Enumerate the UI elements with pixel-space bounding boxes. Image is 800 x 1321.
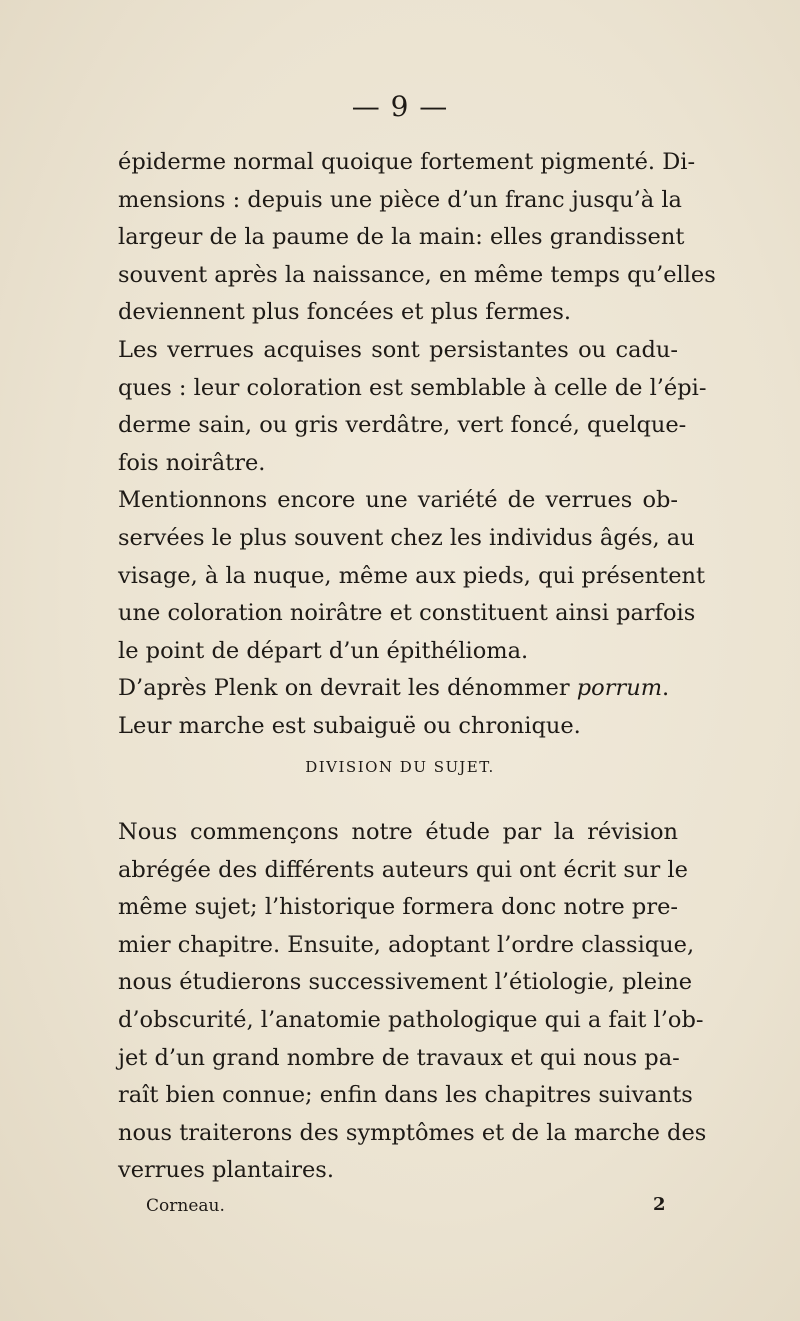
text-line: servées le plus souvent chez les individus âgés, au: [118, 524, 695, 551]
text-line: souvent après la naissance, en même temps qu’elles: [118, 261, 716, 288]
text-line: abrégée des différents auteurs qui ont écrit sur le: [118, 856, 688, 883]
text-line: largeur de la paume de la main: elles grandissent: [118, 224, 685, 251]
text-line: jet d’un grand nombre de travaux et qui nous pa-: [118, 1044, 680, 1071]
text-line: Leur marche est subaiguë ou chronique.: [118, 712, 581, 739]
text-line: mensions : depuis une pièce d’un franc jusqu’à la: [118, 186, 682, 213]
text-line: fois noirâtre.: [118, 449, 266, 476]
italic-term: porrum: [576, 675, 663, 702]
signature-mark: Corneau.: [146, 1196, 225, 1216]
page-number: — 9 —: [351, 90, 449, 123]
text-line: derme sain, ou gris verdâtre, vert foncé, quelque-: [118, 412, 687, 439]
text-line: nous traiterons des symptômes et de la marche des: [118, 1119, 707, 1146]
text-line: épiderme normal quoique fortement pigmenté. Di-: [118, 149, 696, 175]
body-text-top: [118, 144, 716, 746]
text-line: Nous commençons notre étude par la révision: [118, 819, 678, 845]
text-line: Mentionnons encore une variété de verrues ob-: [118, 487, 678, 514]
text-line: [118, 670, 678, 708]
section-heading: DIVISION DU SUJET.: [305, 758, 495, 776]
text-line: nous étudierons successivement l’étiologie, pleine: [118, 969, 693, 996]
text-line: deviennent plus foncées et plus fermes.: [118, 299, 572, 326]
text-line: visage, à la nuque, même aux pieds, qui présentent: [118, 562, 706, 589]
text-line: une coloration noirâtre et constituent ainsi parfois: [118, 600, 696, 627]
text-line: Les verrues acquises sont persistantes ou cadu-: [118, 336, 678, 363]
text-line: raît bien connue; enfin dans les chapitres suivants: [118, 1082, 693, 1109]
text-line: verrues plantaires.: [118, 1157, 334, 1184]
text-span: D’après Plenk on devrait les dénommer: [118, 675, 577, 702]
text-span: .: [662, 675, 670, 702]
text-line: mier chapitre. Ensuite, adoptant l’ordre classique,: [118, 931, 695, 958]
body-text-bottom: [118, 814, 707, 1190]
text-line: d’obscurité, l’anatomie pathologique qui a fait l’ob-: [118, 1006, 704, 1033]
sheet-number: 2: [653, 1194, 666, 1215]
text-line: même sujet; l’historique formera donc notre pre-: [118, 894, 678, 921]
text-line: ques : leur coloration est semblable à celle de l’épi-: [118, 374, 707, 401]
text-line: le point de départ d’un épithélioma.: [118, 637, 529, 664]
